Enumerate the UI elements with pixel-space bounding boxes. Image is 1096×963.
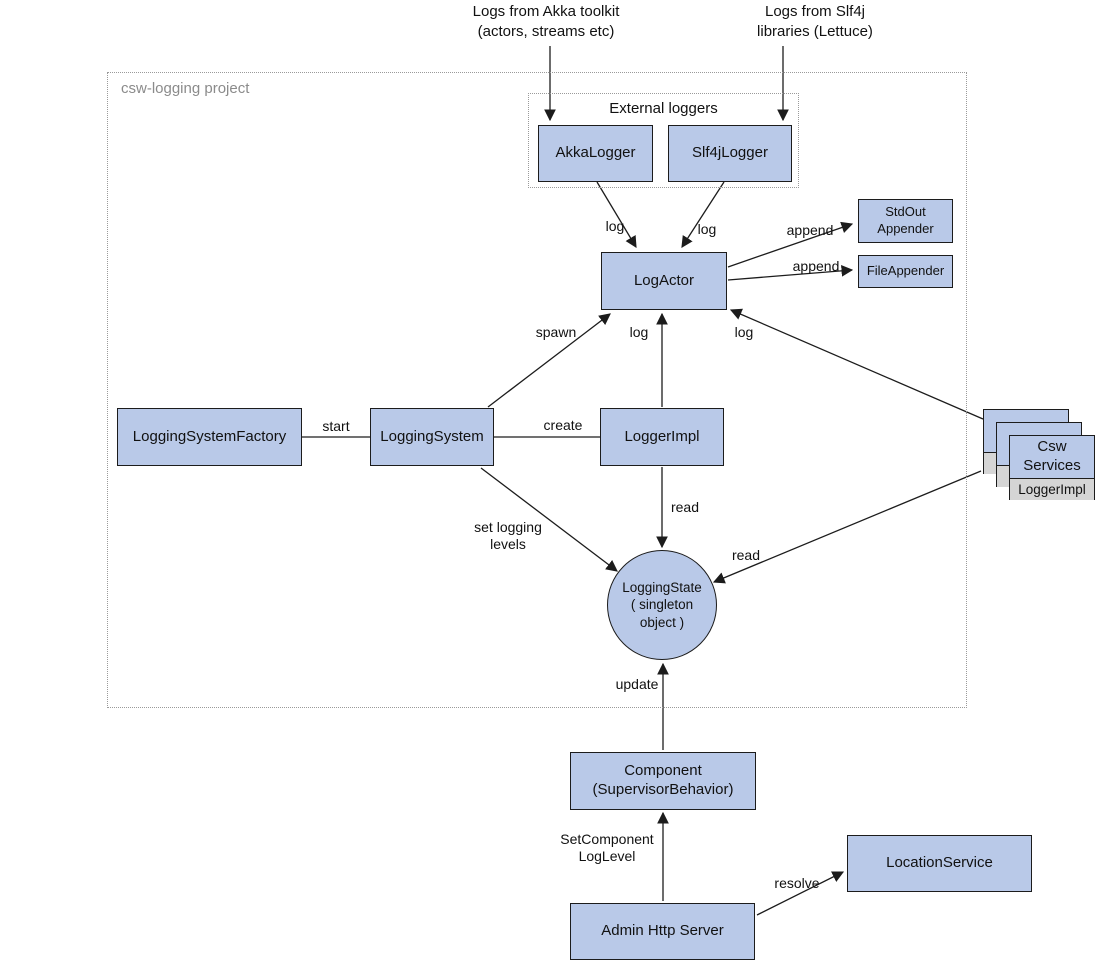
label-update: update	[615, 676, 659, 692]
node-stdout-appender	[858, 199, 953, 243]
node-logging-system-factory	[117, 408, 302, 466]
label-log-from-impl: log	[629, 324, 649, 340]
label-start: start	[322, 418, 350, 434]
logger-impl-label: LoggerImpl	[624, 427, 700, 445]
label-log-from-slf4j: log	[697, 221, 717, 237]
component-line1: Component	[624, 762, 702, 780]
slf4j-input-label	[757, 2, 873, 41]
node-csw-services	[1009, 435, 1095, 500]
csw-services-line2: Services	[1023, 457, 1081, 474]
logging-state-line1: LoggingState	[622, 579, 702, 595]
component-line2: (SupervisorBehavior)	[592, 781, 734, 798]
admin-http-server-label: Admin Http Server	[601, 922, 724, 940]
label-setcomponent-loglevel	[560, 831, 653, 864]
node-file-appender	[858, 255, 953, 288]
node-admin-http-server	[570, 903, 755, 960]
setcomponent-line1: SetComponent	[560, 831, 654, 847]
node-location-service	[847, 835, 1032, 892]
csw-services-line1: Csw	[1037, 438, 1067, 456]
label-log-from-akka: log	[605, 218, 625, 234]
akka-logger-label: AkkaLogger	[555, 144, 636, 162]
external-loggers-label: External loggers	[609, 100, 718, 117]
node-logger-impl	[600, 408, 724, 466]
file-appender-label: FileAppender	[866, 263, 945, 279]
label-read-from-impl: read	[670, 499, 700, 515]
stdout-appender-line1: StdOut	[885, 204, 926, 220]
node-akka-logger	[538, 125, 653, 182]
label-log-from-csw: log	[734, 324, 754, 340]
stdout-appender-line2: Appender	[877, 221, 934, 236]
node-logging-state	[607, 550, 717, 660]
akka-input-line2: (actors, streams etc)	[477, 22, 615, 40]
logging-system-factory-label: LoggingSystemFactory	[132, 427, 287, 445]
node-component	[570, 752, 756, 810]
label-append-stdout: append	[786, 222, 834, 238]
label-spawn: spawn	[535, 324, 577, 340]
slf4j-input-line1: Logs from Slf4j	[764, 3, 866, 20]
akka-input-line1: Logs from Akka toolkit	[472, 3, 620, 20]
set-logging-levels-line2: levels	[490, 535, 526, 552]
csw-services-logger-impl-badge	[1010, 478, 1094, 500]
label-append-file: append	[792, 258, 840, 274]
project-label: csw-logging project	[121, 80, 250, 97]
node-logging-system	[370, 408, 494, 466]
logging-state-line2: ( singleton	[630, 597, 694, 613]
logging-state-line3: object )	[639, 614, 685, 630]
slf4j-input-line2: libraries (Lettuce)	[757, 22, 873, 40]
slf4j-logger-label: Slf4jLogger	[692, 144, 768, 162]
location-service-label: LocationService	[886, 854, 993, 872]
akka-input-label	[473, 2, 620, 41]
csw-services-badge-label: LoggerImpl	[1018, 482, 1086, 497]
csw-services-front-top	[1010, 436, 1094, 478]
set-logging-levels-line1: set logging	[474, 519, 542, 535]
setcomponent-line2: LogLevel	[578, 847, 636, 864]
logging-system-label: LoggingSystem	[380, 427, 484, 445]
label-set-logging-levels	[474, 519, 542, 552]
label-read-from-csw: read	[731, 547, 761, 563]
node-slf4j-logger	[668, 125, 792, 182]
log-actor-label: LogActor	[633, 271, 695, 289]
node-log-actor	[601, 252, 727, 310]
label-create: create	[543, 417, 583, 433]
label-resolve: resolve	[774, 875, 820, 891]
